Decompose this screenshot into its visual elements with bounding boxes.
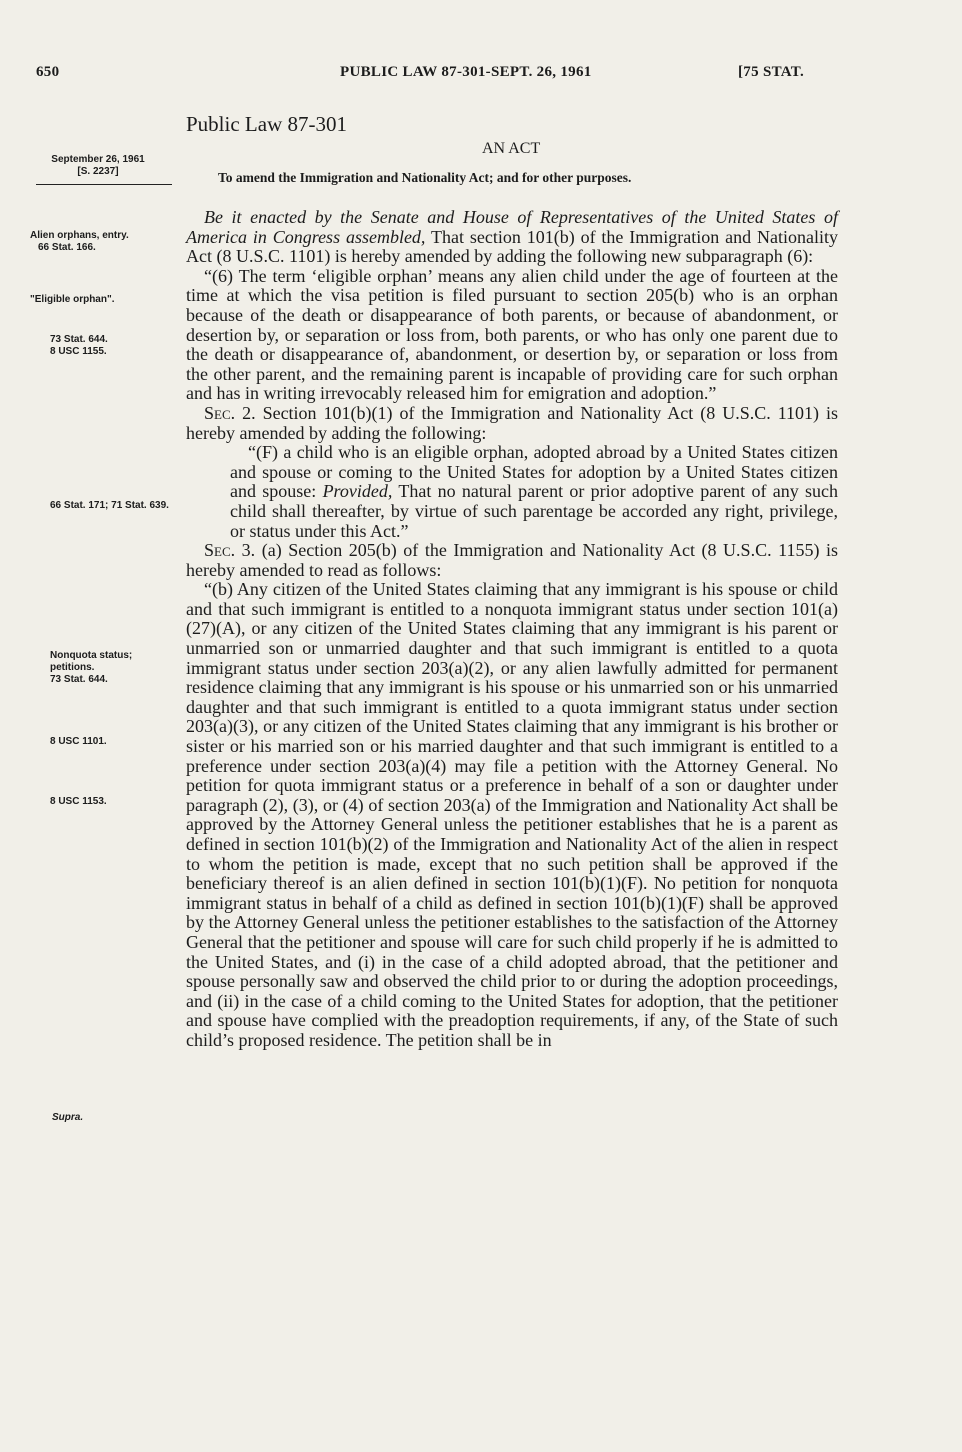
act-purpose: To amend the Immigration and Nationality Act; and for other purposes. [218,170,632,185]
enacting-clause-text: That section 101(b) of the Immigration and Nationality Act (8 U.S.C. 1101) is hereby amended by adding the following new subparagraph (6): [186,226,838,267]
margin-stat-171: 66 Stat. 171; 71 Stat. 639. [50,500,169,511]
margin-usc-1101: 8 USC 1101. [50,736,107,747]
subparagraph-f-text: “(F) a child who is an eligible orphan, adopted abroad by a United States citizen and spouse or coming to the United States for adoption by a United States citizen and spouse: [230,442,838,502]
section-3 [186,541,838,580]
margin-stat-644: 73 Stat. 644. [50,334,108,345]
enacting-clause [186,208,838,267]
margin-stat-644-block [30,334,178,358]
margin-stat-166: 66 Stat. 166. [38,242,96,253]
act-title: AN ACT [482,140,541,157]
margin-alien-orphans-text: Alien orphans, entry. [30,230,129,241]
section-2-text: Section 101(b)(1) of the Immigration and Nationality Act (8 U.S.C. 1101) is hereby amended by adding the following: [186,402,838,443]
body-text [186,208,838,1051]
margin-usc-1155: 8 USC 1155. [50,346,107,357]
subparagraph-f [230,443,838,541]
margin-bill: [S. 2237] [77,166,119,177]
margin-supra: Supra. [52,1112,84,1123]
margin-nonquota [30,650,172,686]
margin-date: September 26, 1961 [51,154,145,165]
margin-divider [36,184,172,185]
margin-usc-1153: 8 USC 1153. [50,796,107,807]
section-2-label: Sec. 2. [204,402,256,423]
stat-reference: [75 STAT. [738,64,805,80]
margin-alien-orphans [30,230,178,254]
section-2 [186,404,838,443]
subsection-b: “(b) Any citizen of the United States claiming that any immigrant is his spouse or child and that such immigrant is entitled to a nonquota immigrant status under section 101(a)(27)(A), or any citizen of the United States claiming that any immigrant is his parent or unmarried son or unmarried daughter and that such immigrant is entitled to a quota immigrant status under section 203(a)(2), or any alien lawfully admitted for permanent residence claiming that any immigrant is his spouse or his unmarried son or his unmarried daughter and that such immigrant is entitled to a quota immigrant status under section 203(a)(3), or any citizen of the United States claiming that any immigrant is his brother or sister or his married son or his married daughter and that such immigrant is entitled to a preference under section 203(a)(4) may file a petition with the Attorney General. No petition for quota immigrant status or a preference in behalf of a son or daughter under paragraph (2), (3), or (4) of section 203(a) of the Immigration and Nationality Act shall be approved by the Attorney General unless the petitioner establishes that he is a parent as defined in section 101(b)(2) of the Immigration and Nationality Act of the alien in respect to whom the petition is made, except that no such petition shall be approved if the beneficiary thereof is an alien defined in section 101(b)(1)(F). No petition for nonquota immigrant status in behalf of a child as defined in section 101(b)(1)(F) shall be approved by the Attorney General unless the petitioner establishes to the satisfaction of the Attorney General that the petitioner and spouse will care for such child properly if he is admitted to the United States, and (i) in the case of a child adopted abroad, that the petitioner and spouse personally saw and observed the child prior to or during the adoption proceedings, and (ii) in the case of a child coming to the United States for adoption, that the petitioner and spouse have complied with the preadoption requirements, if any, of the State of such child’s proposed residence. The petition shall be in [186,579,838,1050]
section-3-label: Sec. 3. [204,540,256,561]
enacting-clause-italic: Be it enacted by the Senate and House of Representatives of the United States of America in Congress assembled, [186,207,838,247]
margin-date-block [30,154,166,178]
provided-italic: Provided, [322,481,393,502]
subparagraph-f-rest: That no natural parent or prior adoptive parent of any such child shall thereafter, by virtue of such parentage be accorded any right, privilege, or status under this Act.” [230,481,838,541]
margin-nonquota-text: Nonquota status; petitions. [50,650,133,673]
margin-stat-644b: 73 Stat. 644. [50,674,108,685]
page-number: 650 [36,64,60,80]
margin-eligible-orphan: "Eligible orphan". [30,294,115,305]
subparagraph-6: “(6) The term ‘eligible orphan’ means any alien child under the age of fourteen at the time at which the visa petition is filed pursuant to section 205(b) who is an orphan because of the death or disappearance of both parents, or because of abandonment, or desertion by, or separation or loss from, both parents, or who has only one parent due to the death or disappearance of, abandonment, or desertion by, or separation or loss from the other parent, and the remaining parent is incapable of providing care for such orphan and has in writing irrevocably released him for emigration and adoption.” [186,265,838,404]
public-law-number: Public Law 87-301 [186,112,347,136]
section-3-text: (a) Section 205(b) of the Immigration and Nationality Act (8 U.S.C. 1155) is hereby amended to read as follows: [186,540,839,580]
running-header: PUBLIC LAW 87-301-SEPT. 26, 1961 [340,64,592,80]
